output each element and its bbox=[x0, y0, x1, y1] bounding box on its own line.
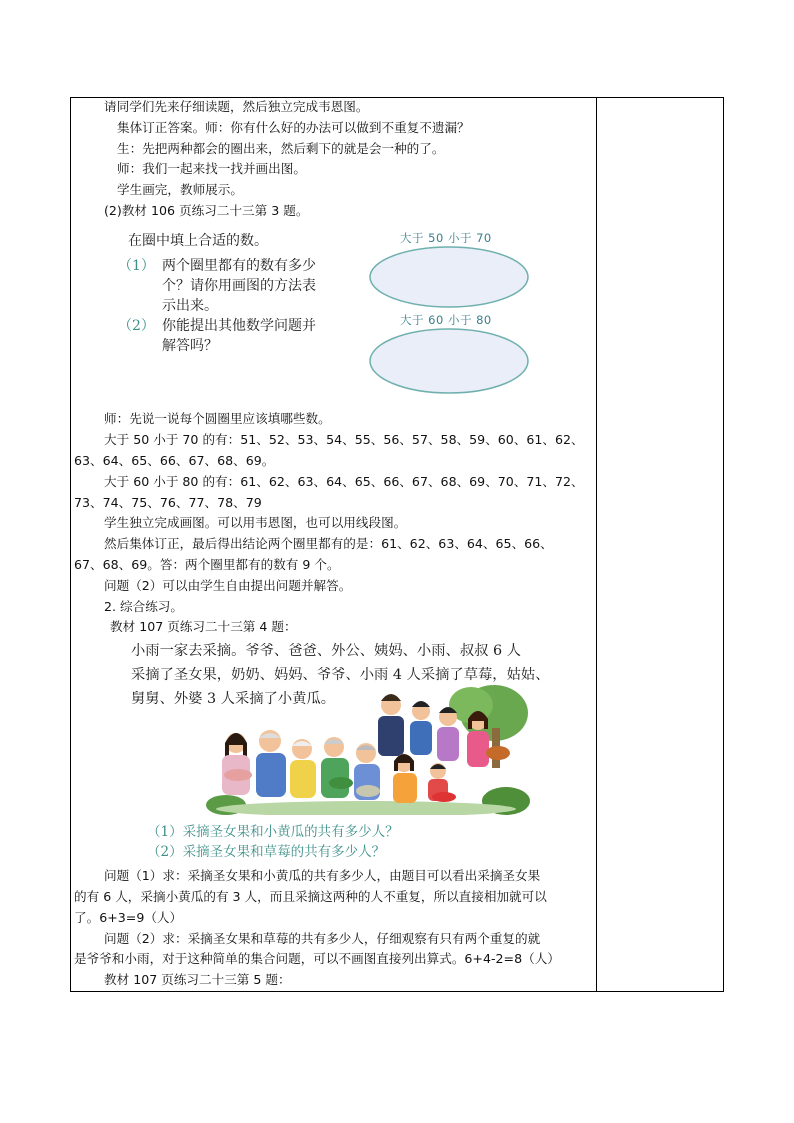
text-line-19: 的有 6 人，采摘小黄瓜的有 3 人，而且采摘这两种的人不重复，所以直接相加就可以 bbox=[74, 889, 547, 904]
column-divider bbox=[596, 97, 597, 992]
family-picking-illustration bbox=[206, 683, 530, 815]
text-line-14: 67、68、69。答：两个圈里都有的数有 9 个。 bbox=[74, 557, 340, 572]
oval2-shape bbox=[367, 326, 531, 396]
exercise3-q1-line1: 两个圈里都有的数有多少 bbox=[162, 258, 316, 274]
text-line-10: 大于 60 小于 80 的有：61、62、63、64、65、66、67、68、69、70、71、72、 bbox=[104, 474, 584, 489]
text-line-15: 问题（2）可以由学生自由提出问题并解答。 bbox=[104, 578, 352, 593]
text-line-7: 师：先说一说每个圆圈里应该填哪些数。 bbox=[104, 411, 331, 426]
text-line-18: 问题（1）求：采摘圣女果和小黄瓜的共有多少人，由题目可以看出采摘圣女果 bbox=[104, 868, 541, 883]
exercise3-intro: 在圈中填上合适的数。 bbox=[128, 233, 268, 249]
exercise3-q1-line2: 个？请你用画图的方法表 bbox=[162, 278, 316, 294]
exercise4-para-line3: 舅舅、外婆 3 人采摘了小黄瓜。 bbox=[131, 691, 336, 707]
text-line-11: 73、74、75、76、77、78、79 bbox=[74, 495, 262, 510]
oval2-label: 大于 60 小于 80 bbox=[400, 313, 492, 327]
exercise4-para-line2: 采摘了圣女果，奶奶、妈妈、爷爷、小雨 4 人采摘了草莓，姑姑、 bbox=[131, 667, 550, 683]
exercise4-question-1: （1）采摘圣女果和小黄瓜的共有多少人？ bbox=[147, 824, 399, 840]
exercise3-q2-line2: 解答吗？ bbox=[162, 338, 218, 354]
text-line-2: 集体订正答案。师：你有什么好的办法可以做到不重复不遗漏？ bbox=[117, 120, 470, 135]
text-line-5: 学生画完，教师展示。 bbox=[117, 182, 243, 197]
exercise3-q1-number: （1） bbox=[118, 258, 155, 274]
exercise3-q2-line1: 你能提出其他数学问题并 bbox=[162, 318, 316, 334]
text-line-4: 师：我们一起来找一找并画出图。 bbox=[117, 161, 306, 176]
oval1-label: 大于 50 小于 70 bbox=[400, 231, 492, 245]
text-line-1: 请同学们先来仔细读题，然后独立完成韦恩图。 bbox=[104, 99, 369, 114]
text-line-23: 教材 107 页练习二十三第 5 题： bbox=[104, 972, 291, 987]
text-line-3: 生：先把两种都会的圈出来，然后剩下的就是会一种的了。 bbox=[117, 141, 445, 156]
exercise4-para-line1: 小雨一家去采摘。爷爷、爸爸、外公、姨妈、小雨、叔叔 6 人 bbox=[131, 643, 521, 659]
text-line-20: 了。6+3=9（人） bbox=[74, 910, 183, 925]
text-line-21: 问题（2）求：采摘圣女果和草莓的共有多少人，仔细观察有只有两个重复的就 bbox=[104, 931, 541, 946]
exercise3-q2-number: （2） bbox=[118, 318, 155, 334]
text-line-9: 63、64、65、66、67、68、69。 bbox=[74, 453, 275, 468]
text-line-13: 然后集体订正，最后得出结论两个圈里都有的是：61、62、63、64、65、66、 bbox=[104, 536, 553, 551]
text-line-17: 教材 107 页练习二十三第 4 题： bbox=[110, 619, 297, 634]
exercise4-question-2: （2）采摘圣女果和草莓的共有多少人？ bbox=[147, 844, 386, 860]
text-line-12: 学生独立完成画图。可以用韦恩图，也可以用线段图。 bbox=[104, 515, 407, 530]
exercise3-q1-line3: 示出来。 bbox=[162, 298, 218, 314]
text-line-16: 2. 综合练习。 bbox=[104, 599, 183, 614]
text-line-22: 是爷爷和小雨，对于这种简单的集合问题，可以不画图直接列出算式。6+4-2=8（人） bbox=[74, 951, 560, 966]
oval1-shape bbox=[367, 244, 531, 310]
text-line-8: 大于 50 小于 70 的有：51、52、53、54、55、56、57、58、59、60、61、62、 bbox=[104, 432, 584, 447]
text-line-6: (2)教材 106 页练习二十三第 3 题。 bbox=[104, 203, 309, 218]
